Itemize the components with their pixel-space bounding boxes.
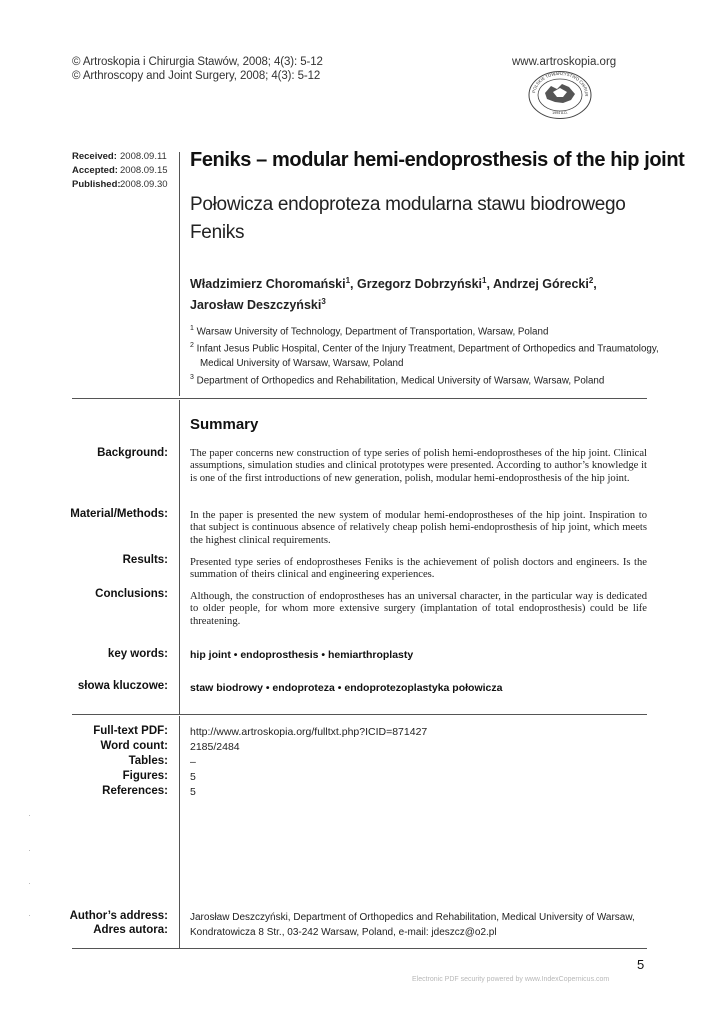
accepted-date: 2008.09.15: [120, 165, 168, 176]
address-line: Jarosław Deszczyński, Department of Orthopedics and Rehabilitation, Medical University of Warsaw,: [190, 912, 635, 923]
affiliation-text: Warsaw University of Technology, Department of Transportation, Warsaw, Poland: [196, 326, 549, 338]
section-divider-info: [72, 714, 647, 715]
author-address-text: [190, 910, 635, 940]
affiliation-number: 3: [190, 373, 194, 381]
affiliation-list: [190, 322, 659, 388]
author-address-label: Author’s address:: [69, 910, 168, 922]
fulltext-label: Full-text PDF:: [93, 725, 168, 737]
background-text: The paper concerns new construction of type series of polish hemi-endoprostheses of the hip joint. Clinical assumptions, simulation studies and clinical prototypes were presented. According to author’s knowledge it is one of the first introductions of new generation, polish, modular hemi-endoprosthesis of the hip joint.: [190, 448, 647, 484]
published-date: 2008.09.30: [120, 179, 168, 190]
affiliation-item: [190, 339, 659, 356]
column-divider-bottom: [179, 716, 180, 948]
copyright-english: © Arthroscopy and Joint Surgery, 2008; 4(3): 5-12: [72, 70, 321, 82]
address-line: Kondratowicza 8 Str., 03-242 Warsaw, Poland, e-mail: jdeszcz@o2.pl: [190, 927, 497, 938]
affiliation-item: [190, 371, 659, 388]
author-name: Władzimierz Choromański: [190, 277, 346, 292]
affiliation-number: 2: [190, 342, 194, 350]
author-affiliation-ref: 2: [588, 276, 594, 285]
security-watermark: Electronic PDF security powered by www.IndexCopernicus.com: [412, 976, 610, 983]
affiliation-text: Medical University of Warsaw, Warsaw, Poland: [200, 357, 404, 369]
fulltext-link[interactable]: http://www.artroskopia.org/fulltxt.php?ICID=871427: [190, 726, 428, 738]
affiliation-text: Infant Jesus Public Hospital, Center of the Injury Treatment, Department of Orthopedics and Traumatology,: [196, 343, 659, 355]
summary-heading: Summary: [190, 416, 259, 433]
author-address-label-polish: Adres autora:: [93, 924, 168, 936]
affiliation-number: 1: [190, 325, 194, 332]
article-title-polish-line1: Połowicza endoproteza modularna stawu biodrowego: [190, 194, 626, 215]
margin-mark: [29, 815, 30, 816]
keywords-polish-value: staw biodrowy • endoproteza • endoprotezoplastyka połowicza: [190, 682, 503, 694]
section-divider-summary: [72, 398, 647, 399]
copyright-polish: © Artroskopia i Chirurgia Stawów, 2008; 4(3): 5-12: [72, 56, 323, 68]
author-affiliation-ref: 1: [345, 276, 351, 285]
page-number: 5: [637, 957, 645, 972]
affiliation-item: [190, 322, 659, 339]
keywords-value: hip joint • endoprosthesis • hemiarthroplasty: [190, 649, 414, 661]
affiliation-item: [190, 357, 659, 371]
author-affiliation-ref: 3: [321, 297, 326, 307]
results-text: Presented type series of endoprostheses Feniks is the achievement of polish doctors and engineers. Is the summation of theirs clinical and engineering experiences.: [190, 557, 647, 581]
references-value: 5: [190, 786, 196, 798]
results-label: Results:: [122, 554, 168, 566]
author-name: Andrzej Górecki: [492, 277, 589, 292]
article-title-english: Feniks – modular hemi-endoprosthesis of the hip joint: [190, 149, 685, 171]
margin-mark: [29, 883, 30, 884]
author-list: Władzimierz Choromański$^1$, Grzegorz Dobrzyński$^1$, Andrzej Górecki$^2$, Jarosław Deszczyński$^3$: [190, 276, 597, 313]
logo-text: POLSKIE TOWARZYSTWO CHIRUR: [531, 70, 590, 97]
column-divider-middle: [179, 400, 180, 714]
margin-mark: [29, 850, 30, 851]
logo-year: 1994 A.D.: [552, 111, 568, 115]
author-affiliation-ref: 1: [482, 276, 487, 285]
keywords-polish-label: słowa kluczowe:: [77, 680, 168, 692]
column-divider-top: [179, 152, 180, 396]
references-label: References:: [102, 785, 168, 797]
received-date: 2008.09.11: [120, 151, 167, 162]
tables-value: –: [190, 756, 196, 768]
methods-text: In the paper is presented the new system of modular hemi-endoprostheses of the hip joint. Inspiration to that subject is continuous absence of relatively cheap polish hemi-endoprosthesis of hip joint, which meets the highest clinical requirements.: [190, 510, 647, 546]
author-name: Jarosław Deszczyński: [190, 298, 322, 313]
received-label: Received:: [72, 151, 117, 162]
figures-label: Figures:: [122, 770, 168, 782]
background-label: Background:: [97, 447, 168, 459]
conclusions-label: Conclusions:: [95, 588, 168, 600]
margin-mark: [29, 915, 30, 916]
figures-value: 5: [190, 771, 196, 783]
wordcount-value: 2185/2484: [190, 741, 240, 753]
published-label: Published:: [72, 179, 121, 190]
footer-divider: [72, 948, 647, 949]
accepted-label: Accepted:: [72, 165, 118, 176]
author-name: Grzegorz Dobrzyński: [357, 277, 483, 292]
methods-label: Material/Methods:: [70, 508, 168, 520]
affiliation-text: Department of Orthopedics and Rehabilitation, Medical University of Warsaw, Warsaw, Poland: [196, 374, 605, 386]
article-title-polish-line2: Feniks: [190, 222, 245, 243]
society-logo-seal: [527, 70, 593, 120]
journal-website-link[interactable]: www.artroskopia.org: [512, 56, 617, 68]
conclusions-text: Although, the construction of endoprostheses has an universal character, in the particular way is dedicated to older people, for whom more extensive surgery (implantation of total endoprosthesis) could be life threatening.: [190, 591, 647, 627]
tables-label: Tables:: [128, 755, 168, 767]
keywords-label: key words:: [107, 648, 168, 660]
wordcount-label: Word count:: [100, 740, 168, 752]
